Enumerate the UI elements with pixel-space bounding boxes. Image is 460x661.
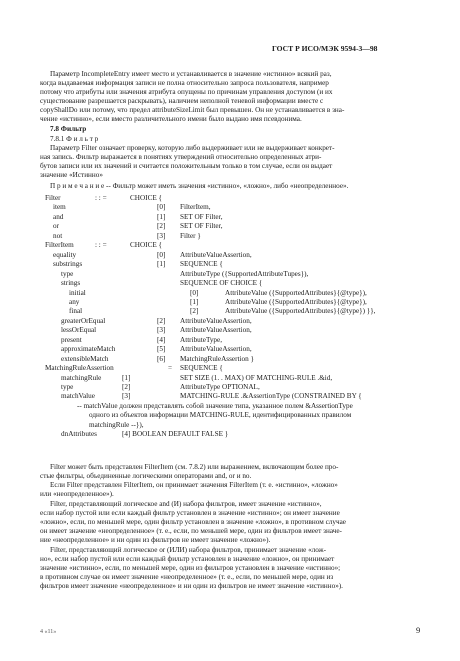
code-token: [1] [190,297,199,306]
code-token: or [53,222,59,231]
code-token: [1] [157,260,166,269]
code-token: matchValue [61,392,95,401]
code-token: equality [53,250,77,259]
code-token: -- matchValue должен представлять собой значение типа, указанное полем &AssertionType [77,401,353,410]
code-token: SET OF Filter, [180,212,223,221]
text-line: когда выдаваемая информация записи не полна относительно запроса пользователя, например [40,79,329,87]
text-line: существование разрешается раскрывать), наличием неполной теневой информации вместе с [40,97,324,105]
subsection-heading: 7.8.1 Ф и л ь т р [50,135,99,143]
code-token: matchingRule --}), [89,420,144,429]
running-header: ГОСТ Р ИСО/МЭК 9594-3—98 [272,44,378,53]
text-line: «ложно», если, по меньшей мере, один фильтр установлен в значение «ложно», в противном случае [40,518,346,526]
text-line: ная запись. Фильтр выражается в понятиях утверждений относительно определенных атри- [40,153,322,161]
code-token: AttributeValueAssertion, [180,326,252,335]
code-token: [2] [157,316,166,325]
code-token: MatchingRuleAssertion } [180,354,254,363]
code-token: SET OF Filter, [180,222,223,231]
text-line: Параметр Filter означает проверку, которую либо выдерживает или не выдерживает конкрет- [50,144,335,152]
code-token: SET SIZE (1. . MAX) OF MATCHING-RULE .&id, [180,373,333,382]
code-token: [2] [157,222,166,231]
code-token: Filter } [180,231,201,240]
code-token: CHOICE { [130,194,162,202]
code-token: AttributeType ({SupportedAttributeTupes}), [180,269,309,278]
text-line: значение «истинно», если, по меньшей мере, один из фильтров установлен в значение «истинно»; [40,564,341,572]
code-token: type [61,383,74,391]
code-token: [4] [157,335,166,344]
code-token: [2] [122,383,131,391]
text-line: copyShallDo или потому, что предел attributeSizeLimit был превышен. Он не устанавливается в зна- [40,106,345,114]
code-token: item [53,203,66,212]
code-token: [1] [122,373,131,382]
text-line: стые фильтры, объединенные логическими операторами and, or и no. [40,472,252,480]
code-token: MatchingRuleAssertion [45,364,114,373]
code-token: [6] [157,354,166,363]
text-line: Filter, представляющий логическое and (И) набора фильтров, имеет значение «истинно», [50,500,322,508]
text-line: он имеет значение «неопределенное» (т. е., если, по меньшей мере, один из фильтров имеет значе- [40,527,342,535]
text-line: Filter, представляющий логическое or (ИЛИ) набора фильтров, принимает значение «лож- [50,546,327,554]
code-token: greaterOrEqual [61,316,106,325]
text-line: бутов записи или их значений и считается положительным только в том случае, если он выдает [40,162,333,170]
code-token: [1] [157,212,166,221]
code-token: одного из объектов информации MATCHING-RULE, идентифицированных правилом [89,411,352,420]
code-token: any [69,297,80,306]
text-line: если набор пустой или если каждый фильтр установлен в значение «истинно»; он имеет значение [40,509,340,517]
code-token: strings [61,279,81,288]
text-line: Если Filter представлен FilterItem, он принимает значения FilterItem (т. е. «истинно», «ложно» [50,481,338,489]
footer-mark: 4 «11» [40,629,57,635]
section-heading: 7.8 Фильтр [50,125,87,133]
text-line: но», если набор пустой или если каждый фильтр установлен в значение «ложно», он принимает [40,555,335,563]
code-token: [0] [157,250,166,259]
text-line: Параметр IncompleteEntry имеет место и устанавливается в значение «истинно» всякий раз, [50,70,332,78]
note: П р и м е ч а н и е -- Фильтр может иметь значения «истинно», «ложно», либо «неопределенное». [50,182,349,190]
code-token: : : = [95,194,107,202]
code-token: [3] [157,326,166,335]
code-token: SEQUENCE { [180,364,223,373]
page-number: 9 [416,625,421,635]
code-token: SEQUENCE OF CHOICE { [180,279,263,288]
code-token: AttributeValueAssertion, [180,345,252,354]
code-token: MATCHING-RULE .&AssertionType (CONSTRAINED BY { [180,392,362,401]
code-token: dnAttributes [61,430,97,439]
code-token: AttributeType OPTIONAL, [180,383,260,391]
code-token: [0] [190,288,199,297]
code-token: AttributeValueAssertion, [180,250,252,259]
text-line: чение «истинно», если вместо различительного имени было выдано имя псевдонима. [40,115,302,123]
code-token: CHOICE { [130,241,162,250]
code-token: FilterItem, [180,203,211,212]
text-line: в противном случае он имеет значение «неопределенное» (т. е., если, по меньшей мере, один из [40,573,334,581]
code-token: initial [69,288,86,297]
code-token: and [53,212,64,221]
text-line: Filter может быть представлен FilterItem (см. 7.8.2) или выражением, включающим более про- [50,463,339,471]
code-token: matchingRule [61,373,102,382]
code-token: not [53,231,63,240]
text-line: фильтров имеет значение «неопределенное» и ни один из фильтров не имеет значение «истинно»). [40,582,343,590]
text-line: потому что атрибуты или значения атрибута опущены по причинам управления доступом (и их [40,88,333,96]
text-line: или «неопределенное»). [40,490,114,498]
code-token: AttributeValueAssertion, [180,316,252,325]
text-line: значение «Истинно» [40,171,103,179]
code-token: lessOrEqual [61,326,97,335]
code-token: [4] BOOLEAN DEFAULT FALSE } [122,430,229,439]
code-token: AttributeType, [180,335,223,344]
code-token: FilterItem [45,241,74,250]
code-token: approximateMatch [61,345,116,354]
code-token: Filter [45,194,61,202]
code-token: [3] [122,392,131,401]
code-token: : : = [95,241,107,250]
code-token: type [61,269,74,278]
code-token: [0] [157,203,166,212]
code-token: substrings [53,260,83,269]
code-token: [2] [190,307,199,316]
code-token: present [61,335,82,344]
code-token: [5] [157,345,166,354]
code-token: AttributeValue ({SupportedAttributes}{@type}), [225,288,367,297]
code-token: AttributeValue ({SupportedAttributes}{@type}), [225,297,367,306]
text-line: ние «неопределенное» и ни один из фильтров не имеет значение «ложно»). [40,536,271,544]
code-token: final [69,307,83,316]
code-token: [3] [157,231,166,240]
code-token: extensibleMatch [61,354,109,363]
code-token: AttributeValue ({SupportedAttributes}{@type}) }}, [225,307,376,316]
code-token: = [168,364,173,373]
code-token: SEQUENCE { [180,260,223,269]
